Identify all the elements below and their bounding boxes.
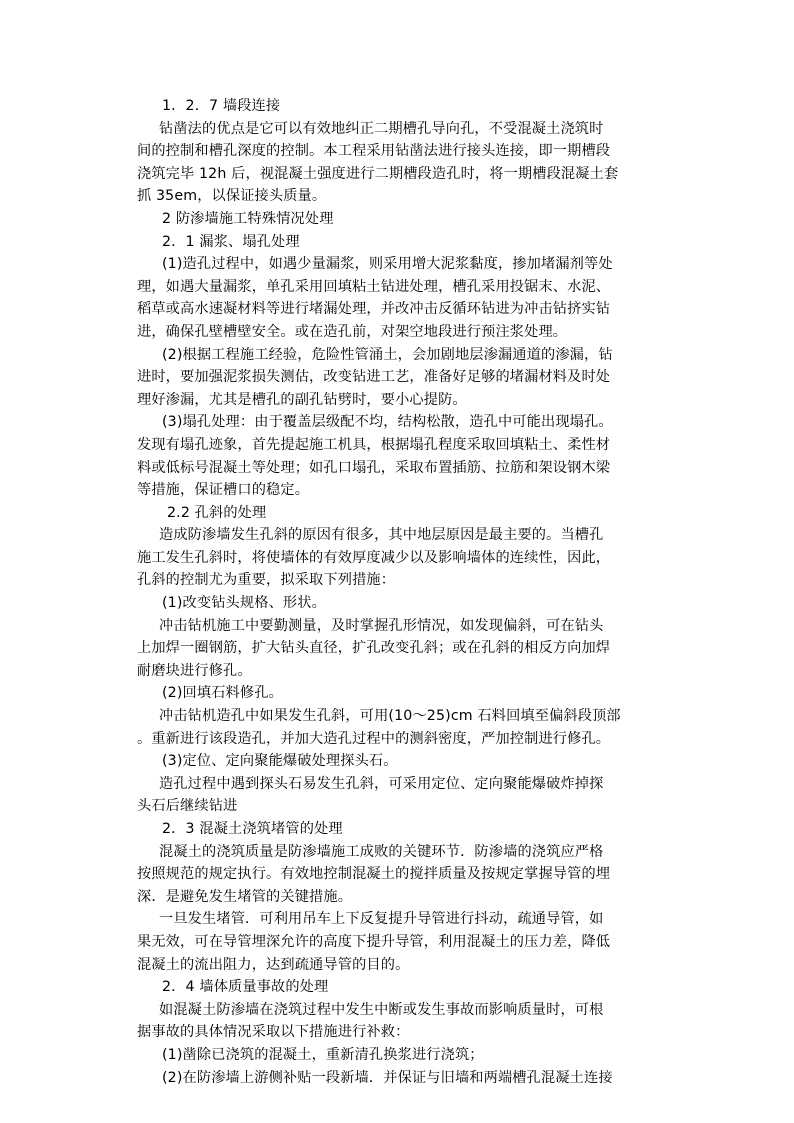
document-page <box>137 95 661 1089</box>
text-line: 抓 35em，以保证接头质量。 <box>137 188 327 205</box>
text-line: (1)凿除已浇筑的混凝土，重新清孔换浆进行浇筑； <box>162 1046 484 1063</box>
text-line: 据事故的具体情况采取以下措施进行补救： <box>137 1024 410 1041</box>
text-line: 深．是避免发生堵管的关键措施。 <box>137 888 353 905</box>
text-line: 理，如遇大量漏浆，单孔采用回填粘土钻进处理，槽孔采用投锯末、水泥、 <box>137 278 611 295</box>
text-line: 造成防渗墙发生孔斜的原因有很多，其中地层原因是最主要的。当槽孔 <box>159 527 604 544</box>
text-line: 稻草或高水速凝材料等进行堵漏处理，并改冲击反循环钻进为冲击钻挤实钻 <box>137 301 611 318</box>
text-line: 发现有塌孔迹象，首先提起施工机具，根据塌孔程度采取回填粘土、柔性材 <box>137 436 611 453</box>
text-line: 2.2 孔斜的处理 <box>167 504 267 521</box>
text-line: 2．3 混凝土浇筑堵管的处理 <box>162 821 343 837</box>
text-line: 如混凝土防渗墙在浇筑过程中发生中断或发生事故而影响质量时，可根 <box>159 1001 604 1018</box>
text-line: 头石后继续钻进 <box>137 798 238 815</box>
text-line: 冲击钻机施工中要勤测量，及时掌握孔形情况，如发现偏斜，可在钻头 <box>159 617 604 634</box>
text-line: (3)定位、定向聚能爆破处理探头石。 <box>162 753 398 770</box>
text-line: 一旦发生堵管．可利用吊车上下反复提升导管进行抖动，疏通导管，如 <box>159 911 604 928</box>
text-line: 间的控制和槽孔深度的控制。本工程采用钻凿法进行接头连接，即一期槽段 <box>137 143 611 160</box>
text-line: (3)塌孔处理：由于覆盖层级配不均，结构松散，造孔中可能出现塌孔。 <box>162 414 613 431</box>
text-line: (2)根据工程施工经验，危险性管涌土，会加剧地层渗漏通道的渗漏，钻 <box>162 346 613 363</box>
text-line: 孔斜的控制尤为重要，拟采取下列措施： <box>137 572 396 589</box>
text-line: 果无效，可在导管埋深允许的高度下提升导管，利用混凝土的压力差，降低 <box>137 933 611 950</box>
text-line: (1)造孔过程中，如遇少量漏浆，则采用增大泥浆黏度，掺加堵漏剂等处 <box>162 256 613 273</box>
text-line: 上加焊一圈钢筋，扩大钻头直径，扩孔改变孔斜；或在孔斜的相反方向加焊 <box>137 640 611 657</box>
text-line: 2．4 墙体质量事故的处理 <box>162 979 329 996</box>
text-line: (2)在防渗墙上游侧补贴一段新墙．并保证与旧墙和两端槽孔混凝土连接 <box>162 1069 613 1086</box>
text-line: 造孔过程中遇到探头石易发生孔斜，可采用定位、定向聚能爆破炸掉探 <box>159 775 604 792</box>
text-line: (2)回填石料修孔。 <box>162 685 283 702</box>
text-line: 混凝土的浇筑质量是防渗墙施工成败的关键环节．防渗墙的浇筑应严格 <box>159 843 604 860</box>
text-line: 理好渗漏，尤其是槽孔的副孔钻劈时，要小心提防。 <box>137 391 467 408</box>
text-line: 冲击钻机造孔中如果发生孔斜，可用(10～25)cm 石料回填至偏斜段顶部 <box>159 708 621 725</box>
text-line: 2 防渗墙施工特殊情况处理 <box>162 210 334 227</box>
text-line: 混凝土的流出阻力，达到疏通导管的目的。 <box>137 956 410 973</box>
text-line: 施工发生孔斜时，将使墙体的有效厚度减少以及影响墙体的连续性，因此， <box>137 549 611 566</box>
text-line: 浇筑完毕 12h 后，视混凝土强度进行二期槽段造孔时，将一期槽段混凝土套 <box>137 165 619 182</box>
text-line: 耐磨块进行修孔。 <box>137 662 252 679</box>
text-line: 钻凿法的优点是它可以有效地纠正二期槽孔导向孔，不受混凝土浇筑时 <box>159 120 604 137</box>
text-line: 。重新进行该段造孔，并加大造孔过程中的测斜密度，严加控制进行修孔。 <box>137 730 611 747</box>
text-line: 进时，要加强泥浆损失测估，改变钻进工艺，准备好足够的堵漏材料及时处 <box>137 369 611 386</box>
text-line: 按照规范的规定执行。有效地控制混凝土的搅拌质量及按规定掌握导管的埋 <box>137 866 611 883</box>
text-line: (1)改变钻头规格、形状。 <box>162 595 326 612</box>
text-line: 1．2．7 墙段连接 <box>162 98 281 114</box>
text-line: 2．1 漏浆、塌孔处理 <box>162 233 300 250</box>
text-line: 等措施，保证槽口的稳定。 <box>137 482 310 499</box>
text-line: 进，确保孔壁槽壁安全。或在造孔前，对架空地段进行预注浆处理。 <box>137 323 568 340</box>
text-line: 料或低标号混凝土等处理；如孔口塌孔，采取布置插筋、拉筋和架设钢木梁 <box>137 459 611 476</box>
